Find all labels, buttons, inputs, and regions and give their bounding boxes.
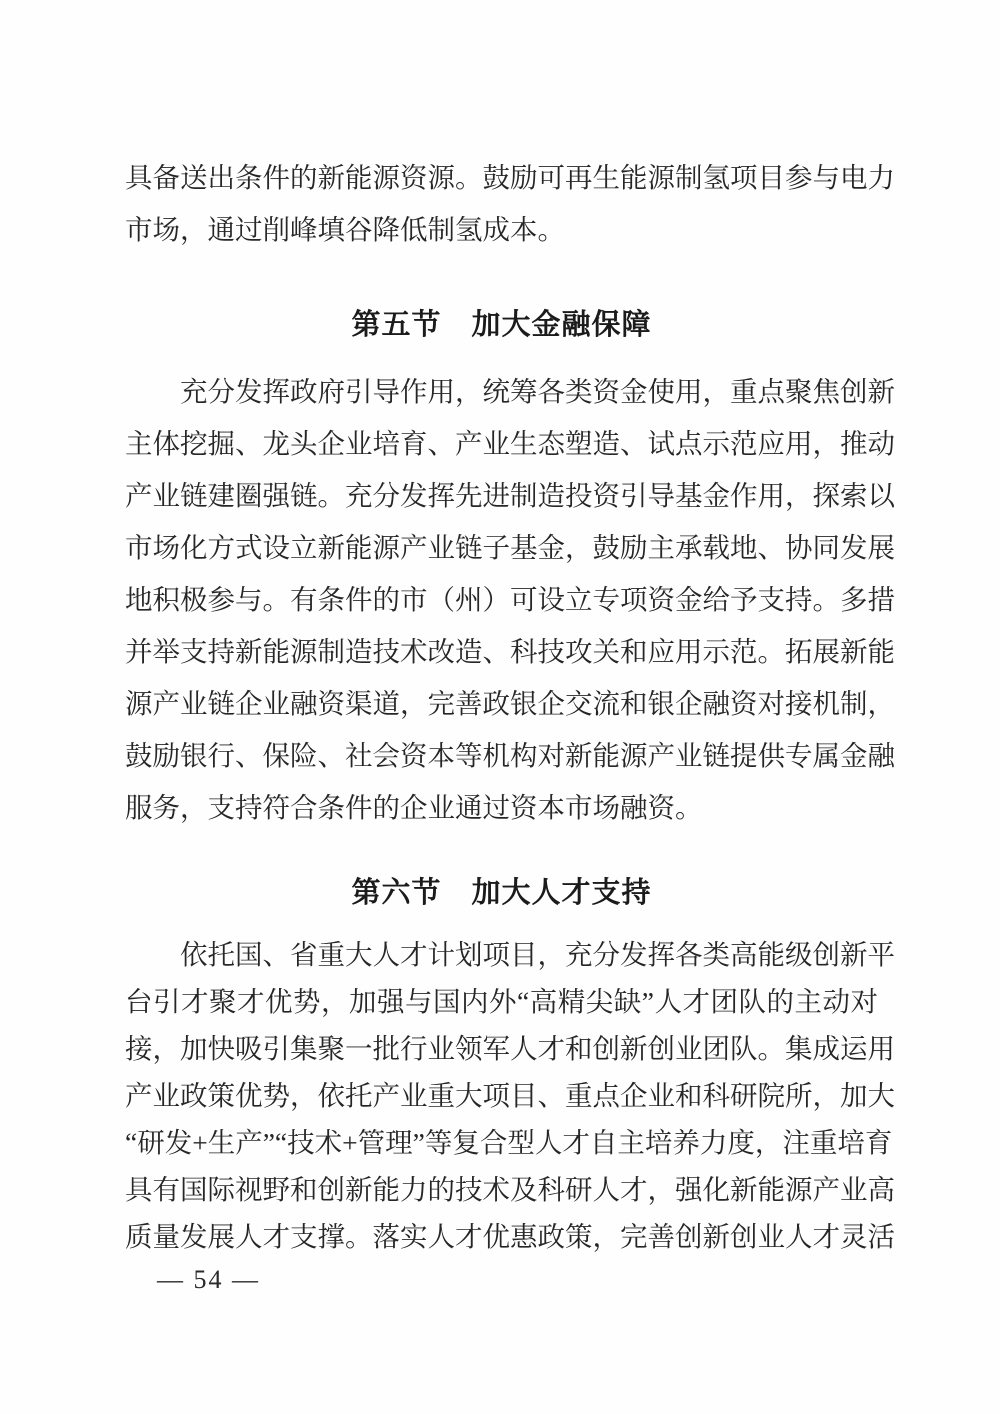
body-text-line: 接，加快吸引集聚一批行业领军人才和创新创业团队。集成运用 [125, 1033, 895, 1064]
continuation-paragraph [125, 152, 895, 256]
body-text-line: 地积极参与。有条件的市（州）可设立专项资金给予支持。多措 [125, 584, 895, 615]
body-text-line: 服务，支持符合条件的企业通过资本市场融资。 [125, 792, 703, 823]
body-text-line: 鼓励银行、保险、社会资本等机构对新能源产业链提供专属金融 [125, 740, 895, 771]
body-text-line: 具备送出条件的新能源资源。鼓励可再生能源制氢项目参与电力 [125, 162, 895, 193]
body-text-line: 产业政策优势，依托产业重大项目、重点企业和科研院所，加大 [125, 1080, 895, 1111]
body-text-line: 充分发挥政府引导作用，统筹各类资金使用，重点聚焦创新 [180, 376, 895, 407]
body-text-line: “研发+生产”“技术+管理”等复合型人才自主培养力度，注重培育 [125, 1127, 893, 1158]
body-text-line: 具有国际视野和创新能力的技术及科研人才，强化新能源产业高 [125, 1174, 895, 1205]
section-heading-6: 第六节 加大人才支持 [351, 877, 652, 909]
body-text-line: 依托国、省重大人才计划项目，充分发挥各类高能级创新平 [180, 939, 895, 970]
section-6-paragraph [125, 931, 895, 1260]
body-text-line: 主体挖掘、龙头企业培育、产业生态塑造、试点示范应用，推动 [125, 428, 895, 459]
body-text-line: 市场化方式设立新能源产业链子基金，鼓励主承载地、协同发展 [125, 532, 895, 563]
body-text-line: 质量发展人才支撑。落实人才优惠政策，完善创新创业人才灵活 [125, 1221, 895, 1252]
body-text-line: 源产业链企业融资渠道，完善政银企交流和银企融资对接机制， [125, 688, 895, 719]
body-text-line: 产业链建圈强链。充分发挥先进制造投资引导基金作用，探索以 [125, 480, 895, 511]
page-number: — 54 — [157, 1265, 260, 1294]
body-text-line: 并举支持新能源制造技术改造、科技攻关和应用示范。拓展新能 [125, 636, 895, 667]
section-5-paragraph [125, 366, 895, 834]
body-text-line: 市场，通过削峰填谷降低制氢成本。 [125, 214, 565, 245]
page-body [125, 152, 895, 1260]
body-text-line: 台引才聚才优势，加强与国内外“高精尖缺”人才团队的主动对 [125, 986, 878, 1017]
section-heading-5: 第五节 加大金融保障 [351, 309, 652, 341]
